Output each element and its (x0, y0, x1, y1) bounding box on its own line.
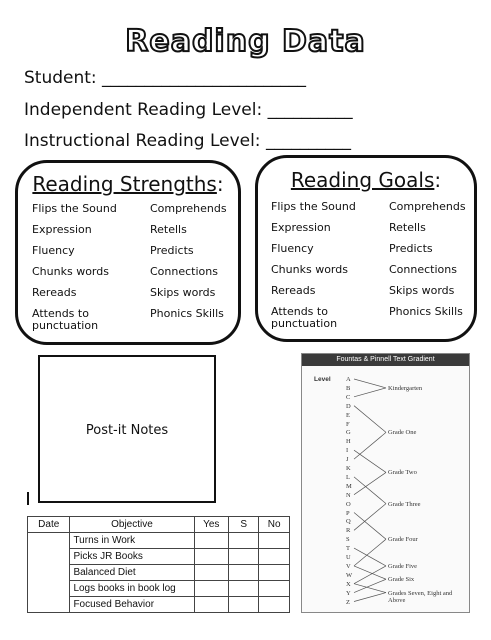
column-header: Yes (194, 517, 229, 533)
column-header: Objective (70, 517, 194, 533)
tick-mark (27, 492, 29, 505)
strength-item: Phonics Skills (150, 307, 224, 320)
gradient-letter-n: N (346, 491, 351, 499)
goal-item: Predicts (389, 242, 433, 255)
gradient-connector (354, 379, 386, 388)
gradient-grade-label: Grade Two (388, 469, 417, 477)
strength-item: Attends to punctuation (32, 307, 99, 332)
student-line: Student: ________________________ (24, 68, 307, 88)
strength-item: Flips the Sound (32, 202, 117, 215)
gradient-connector (354, 548, 386, 566)
gradient-connector (354, 406, 386, 433)
gradient-letter-f: F (346, 420, 350, 428)
gradient-letter-s: S (346, 536, 350, 544)
strength-item: Expression (32, 223, 92, 236)
text-gradient-chart (301, 353, 470, 613)
gradient-letter-w: W (346, 571, 353, 579)
gradient-connector (354, 566, 386, 579)
gradient-letter-c: C (346, 393, 351, 401)
strength-item: Connections (150, 265, 218, 278)
gradient-connector (354, 388, 386, 397)
goal-item: Attends to punctuation (271, 305, 338, 330)
column-header: Date (28, 517, 70, 533)
column-header: No (259, 517, 290, 533)
goal-item: Connections (389, 263, 457, 276)
goal-item: Expression (271, 221, 331, 234)
objective-cell: Turns in Work (70, 533, 194, 549)
table-header-row (28, 517, 290, 533)
gradient-letter-e: E (346, 411, 350, 419)
strength-item: Fluency (32, 244, 75, 257)
gradient-connector (354, 593, 386, 602)
gradient-connector (354, 539, 386, 566)
gradient-connector-lines (302, 354, 469, 612)
objective-cell: Balanced Diet (70, 565, 194, 581)
strength-item: Rereads (32, 286, 77, 299)
gradient-grade-label: Grade Six (388, 576, 415, 584)
goal-item: Chunks words (271, 263, 348, 276)
gradient-letter-v: V (346, 562, 351, 570)
gradient-grade-label: Grade One (388, 429, 417, 437)
gradient-grade-label: Grades Seven, Eight and Above (388, 589, 453, 604)
gradient-letter-z: Z (346, 598, 350, 606)
objective-cell: Focused Behavior (70, 597, 194, 613)
goal-item: Retells (389, 221, 426, 234)
goal-item: Rereads (271, 284, 316, 297)
post-it-notes-area (38, 355, 216, 503)
goal-item: Phonics Skills (389, 305, 463, 318)
gradient-connector (354, 472, 386, 494)
gradient-connector (354, 432, 386, 459)
instructional-level-line: Instructional Reading Level: __________ (24, 131, 351, 151)
column-header: S (229, 517, 259, 533)
gradient-grade-label: Grade Three (388, 500, 421, 508)
gradient-letter-l: L (346, 473, 350, 481)
gradient-letter-j: J (346, 456, 349, 464)
objective-cell: Logs books in book log (70, 581, 194, 597)
goal-item: Fluency (271, 242, 314, 255)
goal-item: Skips words (389, 284, 455, 297)
gradient-grade-label: Grade Five (388, 562, 418, 570)
objective-cell: Picks JR Books (70, 549, 194, 565)
gradient-connector (354, 584, 386, 593)
gradient-level-label: Level (314, 376, 331, 383)
reading-goals-box (255, 155, 477, 342)
table-row (28, 533, 290, 549)
gradient-letter-r: R (346, 527, 351, 535)
gradient-connector (354, 477, 386, 504)
gradient-letter-p: P (346, 509, 350, 517)
page-title: Reading Data (125, 24, 366, 59)
gradient-letter-a: A (346, 376, 351, 383)
goal-item: Comprehends (389, 200, 466, 213)
gradient-letter-i: I (346, 447, 349, 455)
reading-goals-title: Reading Goals: (290, 168, 442, 192)
gradient-letter-h: H (346, 438, 351, 446)
gradient-grade-label: Grade Four (388, 536, 418, 544)
gradient-letter-d: D (346, 402, 351, 410)
reading-strengths-title: Reading Strengths: (32, 172, 224, 196)
gradient-grade-label: Kindergarten (388, 384, 423, 392)
gradient-letter-t: T (346, 545, 350, 553)
gradient-letter-y: Y (346, 589, 351, 597)
gradient-letter-o: O (346, 500, 351, 508)
gradient-letter-b: B (346, 384, 351, 392)
reading-strengths-box (15, 160, 241, 345)
gradient-letter-k: K (346, 465, 351, 472)
gradient-letter-m: M (346, 482, 352, 490)
strength-item: Predicts (150, 244, 194, 257)
gradient-letter-q: Q (346, 518, 351, 526)
post-it-notes-label: Post-it Notes (85, 423, 169, 438)
gradient-letter-g: G (346, 429, 351, 437)
objective-table (27, 516, 290, 613)
gradient-header: Fountas & Pinnell Text Gradient (302, 354, 469, 366)
gradient-connector (354, 450, 386, 472)
goal-item: Flips the Sound (271, 200, 356, 213)
date-cell (28, 533, 70, 613)
gradient-letter-u: U (346, 554, 351, 561)
strength-item: Skips words (150, 286, 216, 299)
independent-level-line: Independent Reading Level: __________ (24, 100, 353, 120)
strength-item: Comprehends (150, 202, 227, 215)
strength-item: Chunks words (32, 265, 109, 278)
gradient-letter-x: X (346, 580, 351, 588)
strength-item: Retells (150, 223, 187, 236)
